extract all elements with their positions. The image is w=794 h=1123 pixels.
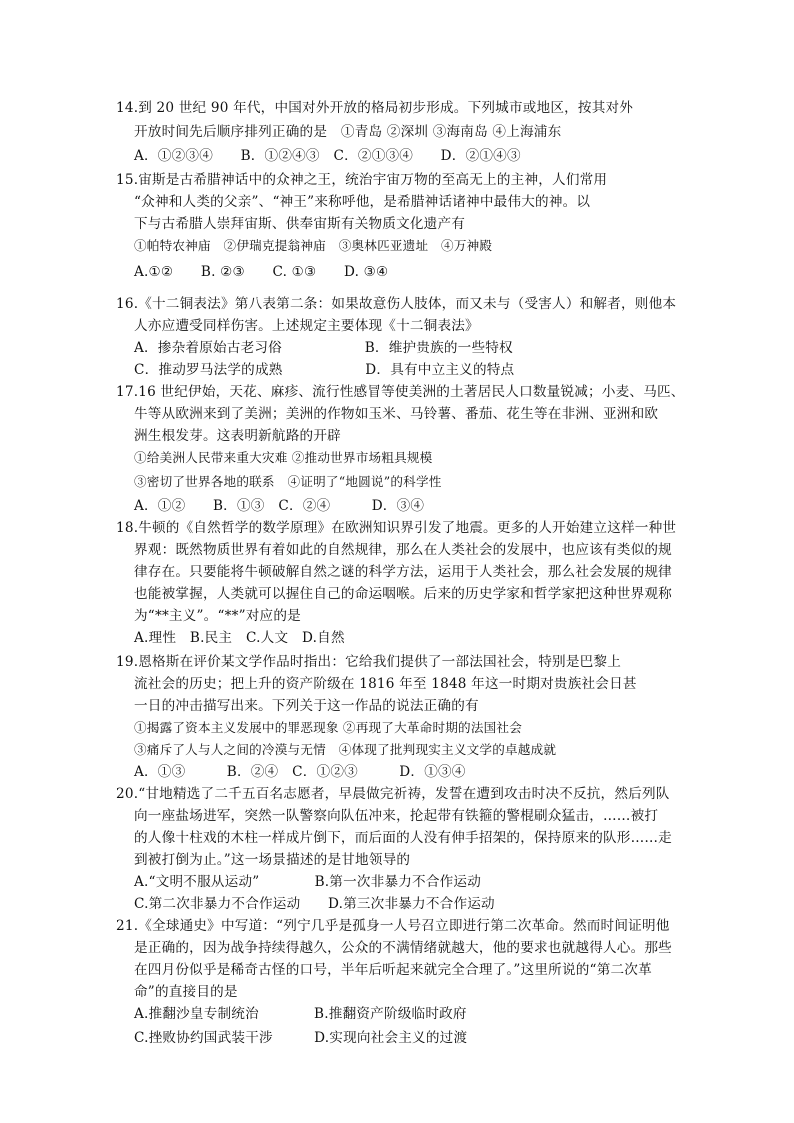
q16-stem-line-1: 16.《十二铜表法》第八表第二条：如果故意伤人肢体，而又未与（受害人）和解者，则他本 (116, 296, 677, 312)
q16-options-cd: C．推动罗马法学的成熟 D．具有中立主义的特点 (134, 362, 515, 378)
q17-options: A．①② B．①③ C．②④ D．③④ (134, 498, 425, 514)
q21-stem-line-3: 在四月份似乎是稀奇古怪的口号，半年后听起来就完全合理了。”这里所说的“第二次革 (134, 962, 652, 978)
q19-stem-line-2: 流社会的历史；把上升的资产阶级在 1816 年至 1848 年这一时期对贵族社会日甚 (134, 676, 637, 692)
q14-stem-line-2: 开放时间先后顺序排列正确的是 ①青岛 ②深圳 ③海南岛 ④上海浦东 (134, 124, 562, 140)
q15-stem-line-3: 下与古希腊人崇拜宙斯、供奉宙斯有关物质文化遗产有 (134, 216, 466, 232)
q19-stem-line-3: 一日的冲击描写出来。下列关于这一作品的说法正确的有 (134, 698, 479, 714)
q17-stem-line-1: 17.16 世纪伊始，天花、麻疹、流行性感冒等使美洲的土著居民人口数量锐减；小麦、马匹、 (116, 384, 685, 400)
q18-stem-line-4: 也能被掌握，人类就可以握住自己的命运咽喉。后来的历史学家和哲学家把这种世界观称 (134, 586, 672, 602)
q18-stem-line-3: 律存在。只要能将牛顿破解自然之谜的科学方法，运用于人类社会，那么社会发展的规律 (134, 564, 672, 580)
q20-stem-line-3: 的人像十柱戏的木柱一样成片倒下，而后面的人没有伸手招架的，保持原来的队形……走 (134, 830, 672, 846)
q15-stem-line-1: 15.宙斯是古希腊神话中的众神之王，统治宇宙万物的至高无上的主神，人们常用 (116, 172, 608, 188)
q20-stem-line-2: 向一座盐场进军，突然一队警察向队伍冲来，抡起带有铁箍的警棍刷众猛击，……被打 (134, 808, 659, 824)
q17-items-1: ①给美洲人民带来重大灾难 ②推动世界市场粗具规模 (134, 450, 433, 465)
q15-stem-line-2: “众神和人类的父亲”、“神王”来称呼他，是希腊神话诸神中最伟大的神。以 (134, 194, 591, 210)
q15-options: A.①② B. ②③ C. ①③ D. ③④ (134, 264, 389, 280)
q20-stem-line-1: 20.“甘地精选了二千五百名志愿者，早晨做完祈祷，发誓在遭到攻击时决不反抗，然后列队 (116, 786, 670, 802)
q18-stem-line-5: 为“**主义”。“**”对应的是 (134, 608, 301, 624)
q18-options: A.理性 B.民主 C.人文 D.自然 (134, 630, 345, 646)
q21-options-ab: A.推翻沙皇专制统治 B.推翻资产阶级临时政府 (134, 1006, 467, 1022)
q14-stem-line-1: 14.到 20 世纪 90 年代，中国对外开放的格局初步形成。下列城市或地区，按其对外 (116, 100, 634, 116)
q15-items: ①帕特农神庙 ②伊瑞克提翁神庙 ③奥林匹亚遗址 ④万神殿 (134, 238, 493, 253)
q21-options-cd: C.挫败协约国武装干涉 D.实现向社会主义的过渡 (134, 1030, 468, 1046)
q19-items-1: ①揭露了资本主义发展中的罪恶现象 ②再现了大革命时期的法国社会 (134, 720, 523, 735)
q14-options: A．①②③④ B．①②④③ C．②①③④ D．②①④③ (134, 148, 521, 164)
q21-stem-line-1: 21.《全球通史》中写道：“列宁几乎是孤身一人号召立即进行第二次革命。然而时间证明他 (116, 918, 670, 934)
q19-items-2: ③痛斥了人与人之间的冷漠与无情 ④体现了批判现实主义文学的卓越成就 (134, 742, 557, 757)
q17-stem-line-2: 牛等从欧洲来到了美洲；美洲的作物如玉米、马铃薯、番茄、花生等在非洲、亚洲和欧 (134, 406, 659, 422)
q16-options-ab: A．掺杂着原始古老习俗 B．维护贵族的一些特权 (134, 340, 513, 356)
q18-stem-line-1: 18.牛顿的《自然哲学的数学原理》在欧洲知识界引发了地震。更多的人开始建立这样一种世 (116, 520, 677, 536)
q20-options-cd: C.第二次非暴力不合作运动 D.第三次非暴力不合作运动 (134, 896, 495, 912)
q19-stem-line-1: 19.恩格斯在评价某文学作品时指出：它给我们提供了一部法国社会，特别是巴黎上 (116, 654, 621, 670)
q19-options: A．①③ B．②④ C．①②③ D．①③④ (134, 764, 466, 780)
q18-stem-line-2: 界观：既然物质世界有着如此的自然规律，那么在人类社会的发展中，也应该有类似的规 (134, 542, 672, 558)
q21-stem-line-4: 命”的直接目的是 (134, 984, 238, 1000)
q17-stem-line-3: 洲生根发芽。这表明新航路的开辟 (134, 428, 341, 444)
q20-options-ab: A.“文明不服从运动” B.第一次非暴力不合作运动 (134, 874, 482, 890)
q20-stem-line-4: 到被打倒为止。”这一场景描述的是甘地领导的 (134, 852, 411, 868)
q17-items-2: ③密切了世界各地的联系 ④证明了“地圆说”的科学性 (134, 474, 442, 489)
q16-stem-line-2: 人亦应遭受同样伤害。上述规定主要体现《十二铜表法》 (134, 318, 479, 334)
q21-stem-line-2: 是正确的，因为战争持续得越久，公众的不满情绪就越大，他的要求也就越得人心。那些 (134, 940, 672, 956)
